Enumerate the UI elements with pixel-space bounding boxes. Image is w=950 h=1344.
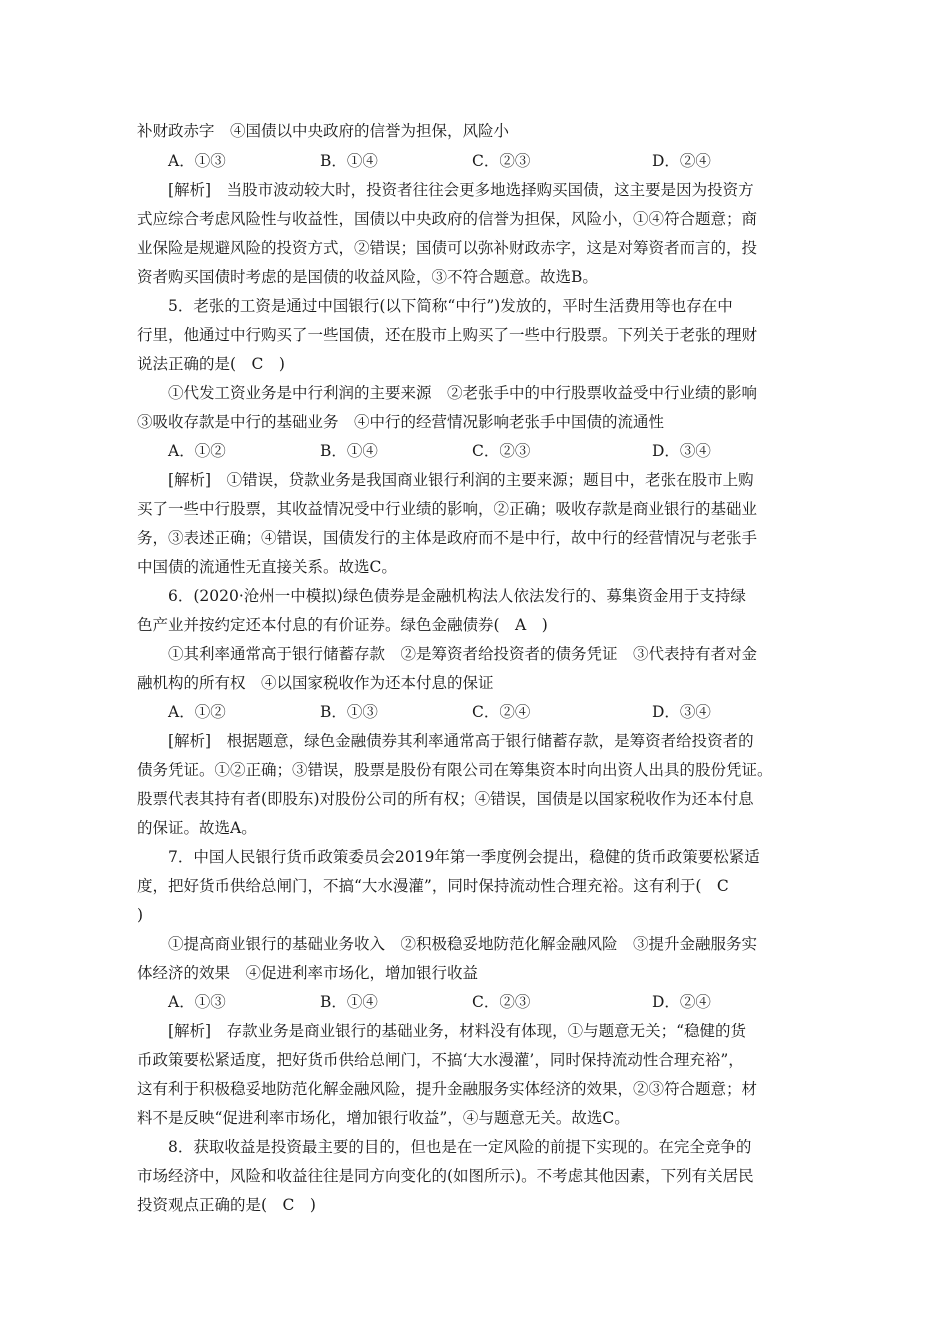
q6-item-line: 融机构的所有权 ④以国家税收作为还本付息的保证 (137, 674, 494, 692)
q8-stem-line: 投资观点正确的是( C ) (137, 1196, 316, 1214)
q5-stem-line: 说法正确的是( C ) (137, 355, 285, 373)
q7-options (168, 992, 828, 1012)
q7-stem-line: 7．中国人民银行货币政策委员会2019年第一季度例会提出，稳健的货币政策要松紧适 (168, 848, 760, 866)
q4-option-b: B．①④ (320, 152, 378, 170)
q6-stem-line: 6．(2020·沧州一中模拟)绿色债券是金融机构法人依法发行的、募集资金用于支持绿 (168, 587, 746, 605)
q4-option-d: D．②④ (652, 152, 711, 170)
q7-analysis-line: [解析] 存款业务是商业银行的基础业务，材料没有体现，①与题意无关；“稳健的货 (168, 1022, 747, 1040)
q5-option-c: C．②③ (472, 442, 531, 460)
q6-stem-line: 色产业并按约定还本付息的有价证券。绿色金融债券( A ) (137, 616, 548, 634)
q6-analysis-line: 股票代表其持有者(即股东)对股份公司的所有权；④错误，国债是以国家税收作为还本付息 (137, 790, 754, 808)
q7-option-a: A．①③ (168, 993, 226, 1011)
q8-stem-line: 8．获取收益是投资最主要的目的，但也是在一定风险的前提下实现的。在完全竞争的 (168, 1138, 752, 1156)
q7-analysis-line: 料不是反映“促进利率市场化，增加银行收益”，④与题意无关。故选C。 (137, 1109, 630, 1127)
q5-stem-line: 行里，他通过中行购买了一些国债，还在股市上购买了一些中行股票。下列关于老张的理财 (137, 326, 758, 344)
q5-options (168, 441, 828, 461)
q4-analysis-line: 资者购买国债时考虑的是国债的收益风险，③不符合题意。故选B。 (137, 268, 598, 286)
q7-option-c: C．②③ (472, 993, 531, 1011)
q6-analysis-line: 的保证。故选A。 (137, 819, 257, 837)
q7-analysis-line: 币政策要松紧适度，把好货币供给总闸门，不搞‘大水漫灌’，同时保持流动性合理充裕”， (137, 1051, 744, 1069)
q7-analysis-line: 这有利于积极稳妥地防范化解金融风险，提升金融服务实体经济的效果，②③符合题意；材 (137, 1080, 758, 1098)
q4-option-c: C．②③ (472, 152, 531, 170)
q6-option-c: C．②④ (472, 703, 531, 721)
q5-analysis-line: 中国债的流通性无直接关系。故选C。 (137, 558, 397, 576)
q6-analysis-line: [解析] 根据题意，绿色金融债券其利率通常高于银行储蓄存款，是筹资者给投资者的 (168, 732, 754, 750)
q5-stem-line: 5．老张的工资是通过中国银行(以下简称“中行”)发放的，平时生活费用等也存在中 (168, 297, 733, 315)
q4-analysis-line: [解析] 当股市波动较大时，投资者往往会更多地选择购买国债，这主要是因为投资方 (168, 181, 754, 199)
q7-option-b: B．①④ (320, 993, 378, 1011)
q6-option-b: B．①③ (320, 703, 378, 721)
q6-item-line: ①其利率通常高于银行储蓄存款 ②是筹资者给投资者的债务凭证 ③代表持有者对金 (168, 645, 758, 663)
q6-option-d: D．③④ (652, 703, 711, 721)
q4-option-a: A．①③ (168, 152, 226, 170)
q5-option-d: D．③④ (652, 442, 711, 460)
q8-stem-line: 市场经济中，风险和收益往往是同方向变化的(如图所示)。不考虑其他因素，下列有关居民 (137, 1167, 754, 1185)
q4-analysis-line: 式应综合考虑风险性与收益性，国债以中央政府的信誉为担保，风险小，①④符合题意；商 (137, 210, 758, 228)
q5-option-a: A．①② (168, 442, 226, 460)
q6-options (168, 702, 828, 722)
q7-item-line: 体经济的效果 ④促进利率市场化，增加银行收益 (137, 964, 479, 982)
q4-options (168, 151, 828, 171)
q7-stem-line: ) (137, 906, 144, 924)
q7-option-d: D．②④ (652, 993, 711, 1011)
q4-analysis-line: 业保险是规避风险的投资方式，②错误；国债可以弥补财政赤字，这是对筹资者而言的，投 (137, 239, 758, 257)
q6-option-a: A．①② (168, 703, 226, 721)
q5-item-line: ①代发工资业务是中行利润的主要来源 ②老张手中的中行股票收益受中行业绩的影响 (168, 384, 758, 402)
q5-analysis-line: 买了一些中行股票，其收益情况受中行业绩的影响，②正确；吸收存款是商业银行的基础业 (137, 500, 758, 518)
q4-item-tail: 补财政赤字 ④国债以中央政府的信誉为担保，风险小 (137, 122, 510, 140)
q5-option-b: B．①④ (320, 442, 378, 460)
q6-analysis-line: 债务凭证。①②正确；③错误，股票是股份有限公司在筹集资本时向出资人出具的股份凭证。 (137, 761, 773, 779)
q5-item-line: ③吸收存款是中行的基础业务 ④中行的经营情况影响老张手中国债的流通性 (137, 413, 665, 431)
q5-analysis-line: [解析] ①错误，贷款业务是我国商业银行利润的主要来源；题目中，老张在股市上购 (168, 471, 754, 489)
q7-item-line: ①提高商业银行的基础业务收入 ②积极稳妥地防范化解金融风险 ③提升金融服务实 (168, 935, 758, 953)
q7-stem-line: 度，把好货币供给总闸门，不搞“大水漫灌”，同时保持流动性合理充裕。这有利于( C (137, 877, 729, 895)
q5-analysis-line: 务，③表述正确；④错误，国债发行的主体是政府而不是中行，故中行的经营情况与老张手 (137, 529, 758, 547)
